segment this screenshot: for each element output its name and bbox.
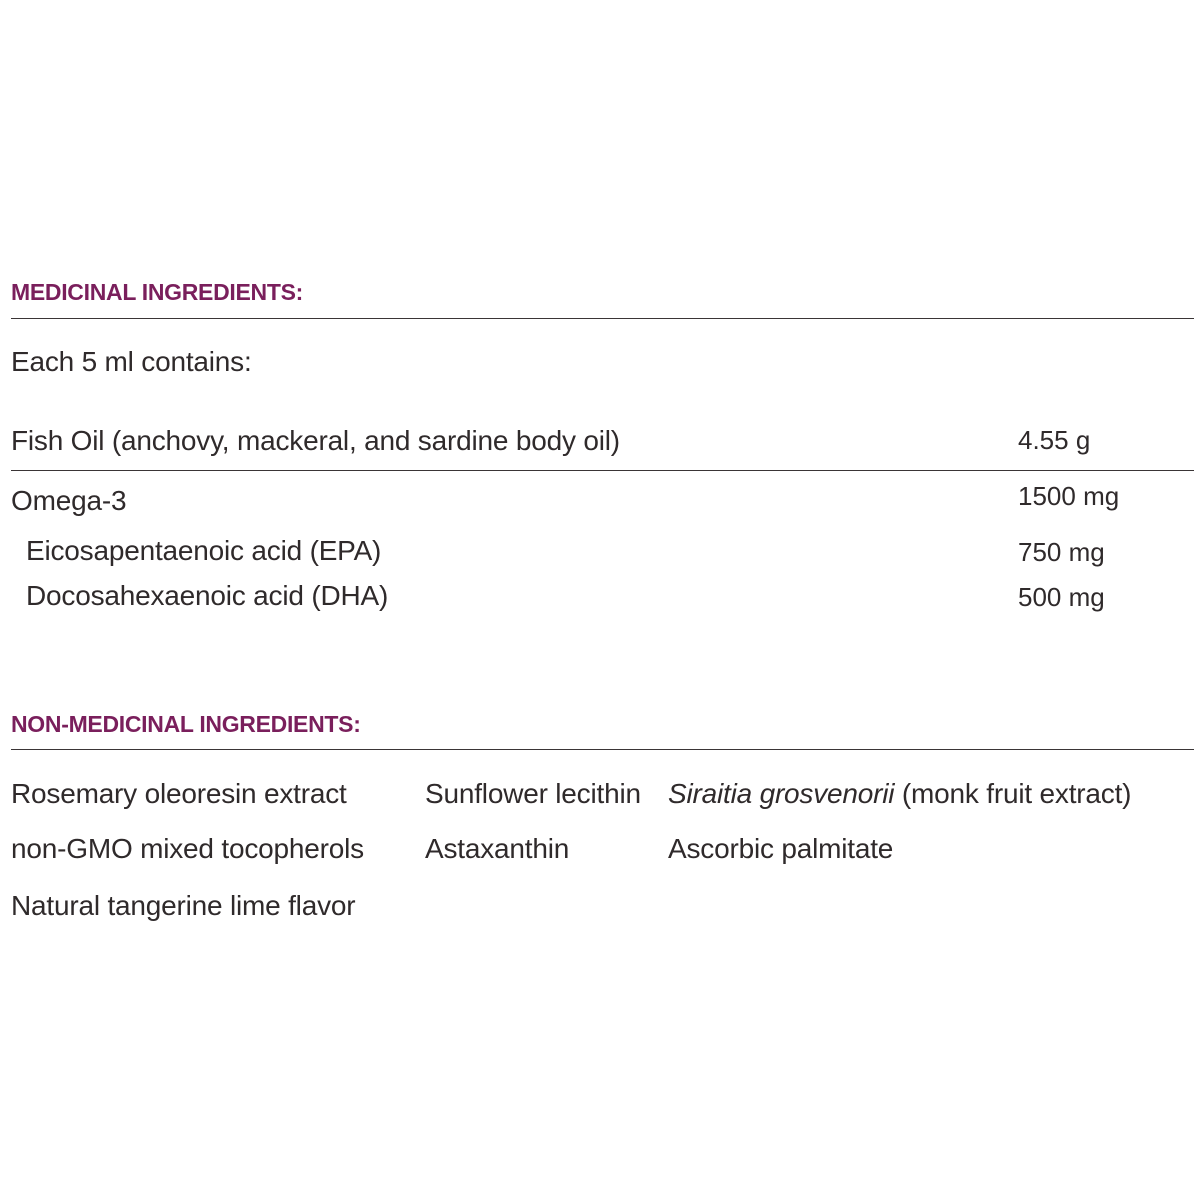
- non-medicinal-item-flavor: Natural tangerine lime flavor: [11, 890, 356, 921]
- non-medicinal-item-astaxanthin: Astaxanthin: [425, 833, 570, 864]
- ingredient-name-dha: Docosahexaenoic acid (DHA): [26, 580, 389, 611]
- ingredient-amount-dha: 500 mg: [1018, 582, 1105, 612]
- ingredient-name-omega-3: Omega-3: [11, 485, 127, 516]
- fish-oil-divider: [11, 470, 1194, 471]
- serving-intro: Each 5 ml contains:: [11, 346, 252, 377]
- ingredient-amount-omega-3: 1500 mg: [1018, 481, 1120, 511]
- non-medicinal-heading-divider: [11, 749, 1194, 750]
- ingredient-amount-fish-oil: 4.55 g: [1018, 425, 1091, 455]
- siraitia-latin-name: Siraitia grosvenorii: [668, 778, 895, 809]
- medicinal-heading-divider: [11, 318, 1194, 319]
- non-medicinal-ingredients-heading: NON-MEDICINAL INGREDIENTS:: [11, 711, 361, 737]
- non-medicinal-item-siraitia: [668, 780, 1131, 808]
- ingredient-name-fish-oil: Fish Oil (anchovy, mackeral, and sardine body oil): [11, 425, 620, 456]
- non-medicinal-item-rosemary: Rosemary oleoresin extract: [11, 778, 347, 809]
- ingredient-amount-epa: 750 mg: [1018, 537, 1105, 567]
- ingredient-name-epa: Eicosapentaenoic acid (EPA): [26, 535, 382, 566]
- non-medicinal-item-sunflower: Sunflower lecithin: [425, 778, 641, 809]
- siraitia-common-name: (monk fruit extract): [894, 778, 1132, 809]
- medicinal-ingredients-heading: MEDICINAL INGREDIENTS:: [11, 279, 303, 305]
- non-medicinal-item-ascorbic: Ascorbic palmitate: [668, 833, 894, 864]
- non-medicinal-item-tocopherols: non-GMO mixed tocopherols: [11, 833, 364, 864]
